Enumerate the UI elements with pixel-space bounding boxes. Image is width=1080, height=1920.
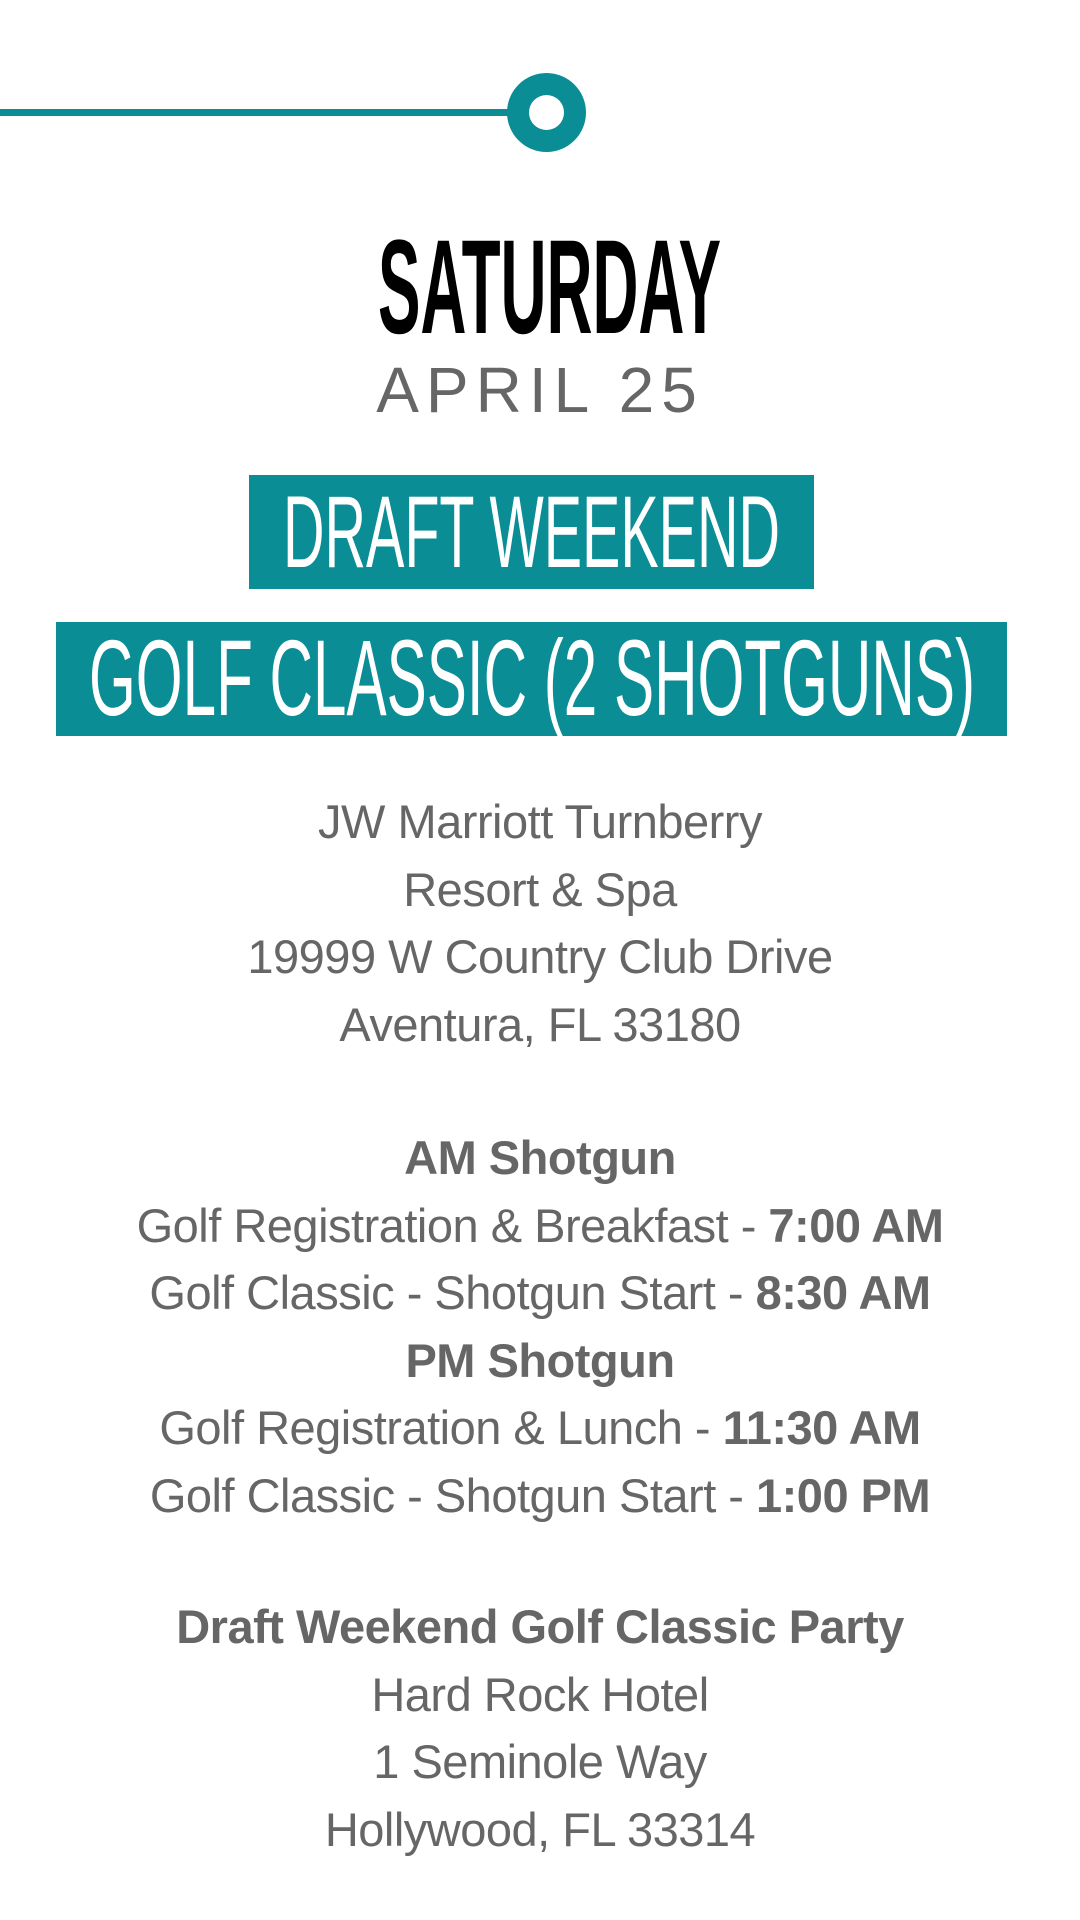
venue-name-line-2: Resort & Spa [403, 862, 677, 916]
schedule-item [0, 1394, 1080, 1462]
schedule-item-time: 7:00 AM [768, 1198, 944, 1252]
party-city: Hollywood, FL 33314 [324, 1802, 756, 1856]
schedule-item [0, 1462, 1080, 1530]
schedule-item-label: Golf Classic - Shotgun Start - [149, 1468, 757, 1522]
venue-name-line-1: JW Marriott Turnberry [318, 795, 762, 848]
party-street: 1 Seminole Way [373, 1735, 707, 1788]
event-title-line-2: GOLF CLASSIC (2 SHOTGUNS) [89, 617, 975, 738]
venue-address [0, 788, 1080, 1058]
shotgun-schedule [0, 1124, 1080, 1529]
schedule-item [0, 1192, 1080, 1260]
venue-street: 19999 W Country Club Drive [247, 930, 833, 983]
pm-shotgun-heading: PM Shotgun [405, 1333, 675, 1387]
schedule-item-time: 11:30 AM [722, 1401, 921, 1454]
timeline-circle-icon [507, 73, 586, 152]
day-heading: SATURDAY [378, 213, 721, 362]
am-shotgun-heading: AM Shotgun [404, 1131, 676, 1184]
schedule-item-label: Golf Registration & Lunch - [159, 1401, 723, 1454]
venue-city: Aventura, FL 33180 [339, 997, 741, 1051]
party-title: Draft Weekend Golf Classic Party [176, 1600, 904, 1653]
schedule-item-label: Golf Classic - Shotgun Start - [149, 1266, 756, 1319]
schedule-item [0, 1259, 1080, 1327]
schedule-item-time: 8:30 AM [755, 1266, 931, 1319]
schedule-item-label: Golf Registration & Breakfast - [136, 1198, 769, 1252]
party-venue-name: Hard Rock Hotel [371, 1667, 709, 1721]
timeline-line [0, 109, 512, 116]
event-title-line-1: DRAFT WEEKEND [283, 475, 780, 589]
schedule-item-time: 1:00 PM [756, 1468, 931, 1522]
date-subheading: APRIL 25 [376, 354, 704, 426]
party-details [0, 1593, 1080, 1863]
